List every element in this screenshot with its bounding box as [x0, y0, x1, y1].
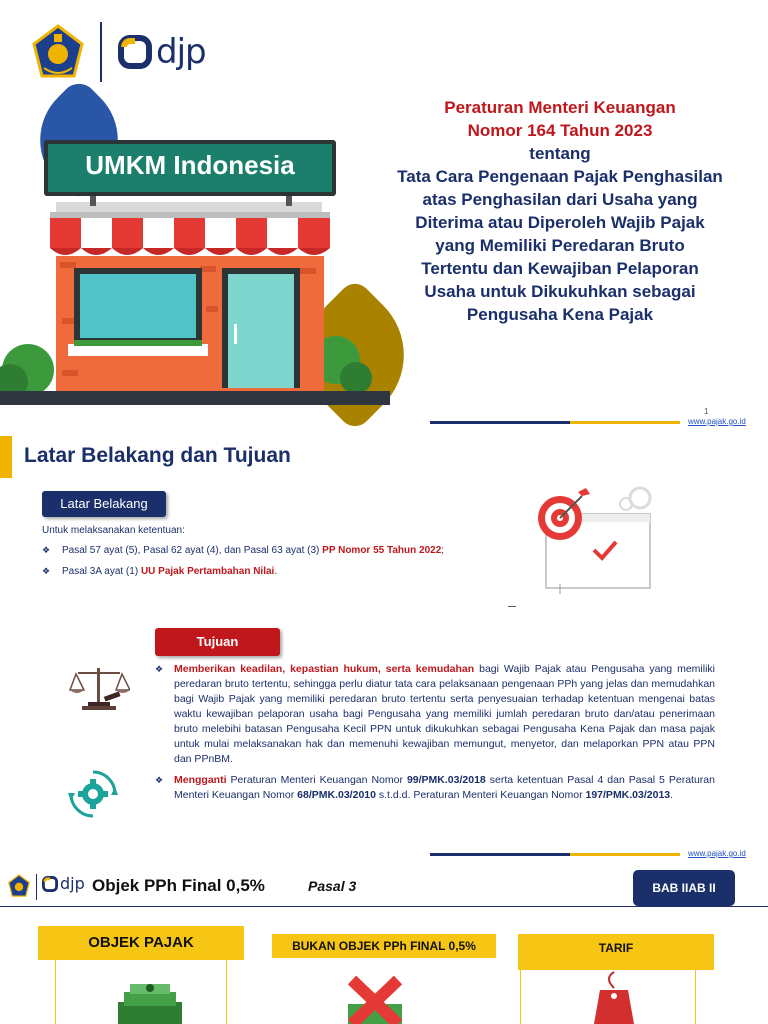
- header-rule: [0, 906, 768, 907]
- store-ground: [0, 391, 390, 405]
- latar-belakang-badge: Latar Belakang: [42, 491, 166, 517]
- target-icon: [520, 484, 660, 594]
- diamond-bullet-icon: ❖: [155, 775, 164, 785]
- regulation-subtitle-line: Tata Cara Pengenaan Pajak Penghasilan: [397, 167, 723, 186]
- website-link[interactable]: www.pajak.go.id: [688, 849, 746, 858]
- regulation-subtitle-line: tentang: [529, 144, 591, 163]
- regulation-subtitle-line: Pengusaha Kena Pajak: [466, 305, 654, 324]
- tujuan-list: [155, 662, 715, 809]
- regulation-number: 68/PMK.03/2010: [297, 789, 376, 801]
- item-highlight: Mengganti: [174, 774, 227, 786]
- regulation-title-line: Peraturan Menteri Keuangan: [444, 98, 676, 117]
- djp-logo: [118, 32, 206, 72]
- item-text: bagi Wajib Pajak atau Pengusaha yang memiliki peredaran bruto tertentu, sehingga perlu diatur tata cara pelaksanaan pengenaan PPh yang jelas dan memudahkan bagi Wajib Pajak yang memiliki peredaran bruto tertentu serta penyesuaian terhadap ketentuan mengenai batas waktu kewajiban pelaporan usaha bagi Pengusaha yang memiliki jumlah peredaran bruto dan/atau penerimaan bruto melebihi batasan Pengusaha Kecil PPN untuk dikukuhkan sebagai Pengusaha Kena Pajak dan masa pajak untuk mulai melaksanakan hak dan memenuhi kewajiban memungut, menyetor, dan melaporkan PPN atau PPN dan PPnBM.: [174, 663, 715, 765]
- website-link[interactable]: www.pajak.go.id: [688, 417, 746, 426]
- regulation-subtitle-line: atas Penghasilan dari Usaha yang: [422, 190, 698, 209]
- regulation-number: 99/PMK.03/2018: [406, 774, 486, 786]
- regulation-subtitle-line: Usaha untuk Dikukuhkan sebagai: [424, 282, 696, 301]
- slide-title: Objek PPh Final 0,5%: [92, 876, 265, 895]
- diamond-bullet-icon: ❖: [42, 545, 51, 555]
- tujuan-badge: Tujuan: [155, 628, 280, 656]
- djp-logo-text: djp: [156, 32, 206, 72]
- logo-divider: [100, 22, 102, 82]
- slide-objek-pph: [0, 864, 768, 1024]
- regulation-subtitle-line: Tertentu dan Kewajiban Pelaporan: [421, 259, 699, 278]
- item-suffix: .: [274, 566, 278, 577]
- sign-post: [90, 196, 96, 206]
- money-stack-icon: [110, 976, 190, 1024]
- item-text: Peraturan Menteri Keuangan Nomor: [226, 774, 407, 786]
- djp-mark-icon: [118, 35, 152, 69]
- regulation-subtitle-line: yang Memiliki Peredaran Bruto: [435, 236, 685, 255]
- djp-logo: [42, 874, 85, 893]
- header-logos: [32, 22, 206, 82]
- regulation-number: 197/PMK.03/2013: [585, 789, 671, 801]
- list-item: [155, 773, 715, 803]
- djp-logo-text: djp: [60, 874, 85, 893]
- item-highlight: Memberikan keadilan, kepastian hukum, serta kemudahan: [174, 663, 475, 675]
- item-suffix: ;: [441, 545, 445, 556]
- justice-scale-icon: [68, 664, 130, 712]
- item-highlight: UU Pajak Pertambahan Nilai: [140, 566, 275, 577]
- bukan-objek-header: BUKAN OBJEK PPh FINAL 0,5%: [272, 934, 496, 958]
- diamond-bullet-icon: ❖: [155, 664, 164, 674]
- regulation-title: [380, 96, 740, 326]
- item-highlight: PP Nomor 55 Tahun 2022: [322, 545, 442, 556]
- store-sign-text: UMKM Indonesia: [85, 150, 295, 180]
- regulation-subtitle-line: Diterima atau Diperoleh Wajib Pajak: [415, 213, 705, 232]
- latar-list: [42, 543, 462, 585]
- footer-line-navy: [430, 421, 570, 424]
- gear-cycle-icon: [68, 769, 118, 819]
- list-item: [155, 662, 715, 767]
- tarif-header: TARIF: [518, 934, 714, 970]
- cross-mark-icon: [340, 974, 410, 1024]
- logo-divider: [36, 874, 37, 900]
- djp-mark-icon: [42, 876, 58, 892]
- price-tag-icon: [584, 968, 644, 1024]
- store-sign: [44, 140, 336, 196]
- title-accent-bar: [0, 436, 12, 478]
- pasal-label: Pasal 3: [308, 878, 357, 894]
- slide-cover: [0, 0, 768, 432]
- item-text: serta ketentuan Pasal 4 dan Pasal 5 Peraturan Menteri Keuangan Nomor: [174, 774, 715, 801]
- objek-pajak-header: OBJEK PAJAK: [38, 926, 244, 960]
- item-text: .: [670, 789, 674, 801]
- latar-intro: Untuk melaksanakan ketentuan:: [42, 525, 185, 536]
- page-number: 1: [704, 407, 709, 416]
- kemenkeu-emblem-icon: [8, 874, 30, 898]
- footer-line-navy: [430, 853, 570, 856]
- kemenkeu-emblem-icon: [32, 24, 84, 80]
- diamond-bullet-icon: ❖: [42, 566, 51, 576]
- footer-line-gold: [570, 853, 680, 856]
- slide-title: Latar Belakang dan Tujuan: [24, 444, 291, 467]
- list-item: [42, 543, 462, 558]
- bab-badge: BAB IIAB II: [633, 870, 735, 906]
- item-text: Pasal 3A ayat (1): [62, 566, 141, 577]
- slide-latar-belakang: [0, 432, 768, 864]
- umkm-store-illustration: [0, 138, 400, 410]
- list-item: [42, 564, 462, 579]
- dash-mark: [508, 606, 516, 607]
- item-text: s.t.d.d. Peraturan Menteri Keuangan Nomor: [375, 789, 586, 801]
- sign-post: [286, 196, 292, 206]
- regulation-title-line: Nomor 164 Tahun 2023: [467, 121, 653, 140]
- footer-line-gold: [570, 421, 680, 424]
- item-text: Pasal 57 ayat (5), Pasal 62 ayat (4), dan Pasal 63 ayat (3): [62, 545, 323, 556]
